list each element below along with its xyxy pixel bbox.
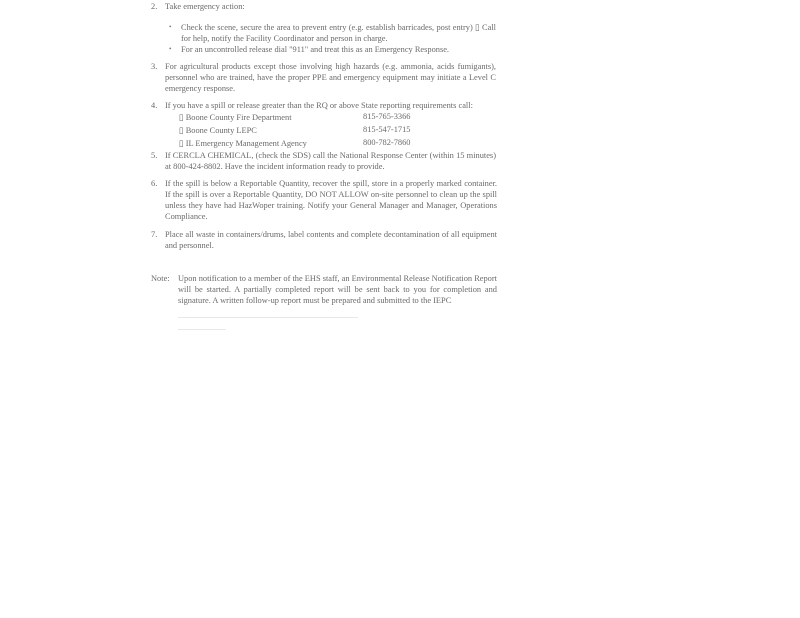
step-2-number: 2. <box>151 2 158 11</box>
step-5-text: If CERCLA CHEMICAL, (check the SDS) call the National Response Center (within 15 minutes) at 800-424-8802. Have the incident information ready to provide. <box>165 151 496 171</box>
contact-name: ▯ Boone County Fire Department <box>179 113 292 122</box>
contact-phone: 815-765-3366 <box>363 112 411 121</box>
contact-phone: 800-782-7860 <box>363 138 411 147</box>
step-4-text: If you have a spill or release greater than the RQ or above State reporting requirements call: <box>165 101 473 110</box>
step-3-text: For agricultural products except those involving high hazards (e.g. ammonia, acids fumigants), personnel who are trained, have the proper PPE and emergency equipment may initiate a Level C emergency response. <box>165 62 496 93</box>
scan-artifact <box>178 317 358 318</box>
bullet-2-mark: • <box>169 45 172 53</box>
step-2-text: Take emergency action: <box>165 2 245 11</box>
step-2-bullet-2: For an uncontrolled release dial "911" and treat this as an Emergency Response. <box>181 45 450 54</box>
contact-phone: 815-547-1715 <box>363 125 411 134</box>
scan-artifact <box>178 329 226 330</box>
step-3-number: 3. <box>151 62 158 71</box>
step-4-number: 4. <box>151 101 158 110</box>
bullet-1-mark: • <box>169 23 172 31</box>
step-7-number: 7. <box>151 230 158 239</box>
contact-name: ▯ IL Emergency Management Agency <box>179 139 307 148</box>
step-7-text: Place all waste in containers/drums, label contents and complete decontamination of all equipment and personnel. <box>165 230 497 250</box>
note-text: Upon notification to a member of the EHS staff, an Environmental Release Notification Report will be started. A partially completed report will be sent back to you for completion and signature. A written follow-up report must be prepared and submitted to the IEPC <box>178 274 497 305</box>
step-6-text: If the spill is below a Reportable Quantity, recover the spill, store in a properly marked container. If the spill is over a Reportable Quantity, DO NOT ALLOW on-site personnel to clean up the spill unless they have had HazWoper training. Notify your General Manager and Manager, Operations Compliance. <box>165 179 497 221</box>
note-label: Note: <box>151 274 170 283</box>
step-6-number: 6. <box>151 179 158 188</box>
step-5-number: 5. <box>151 151 158 160</box>
contact-name: ▯ Boone County LEPC <box>179 126 257 135</box>
step-2-bullet-1: Check the scene, secure the area to prevent entry (e.g. establish barricades, post entry) ▯ Call for help, notify the Facility Coordinator and person in charge. <box>181 23 496 43</box>
